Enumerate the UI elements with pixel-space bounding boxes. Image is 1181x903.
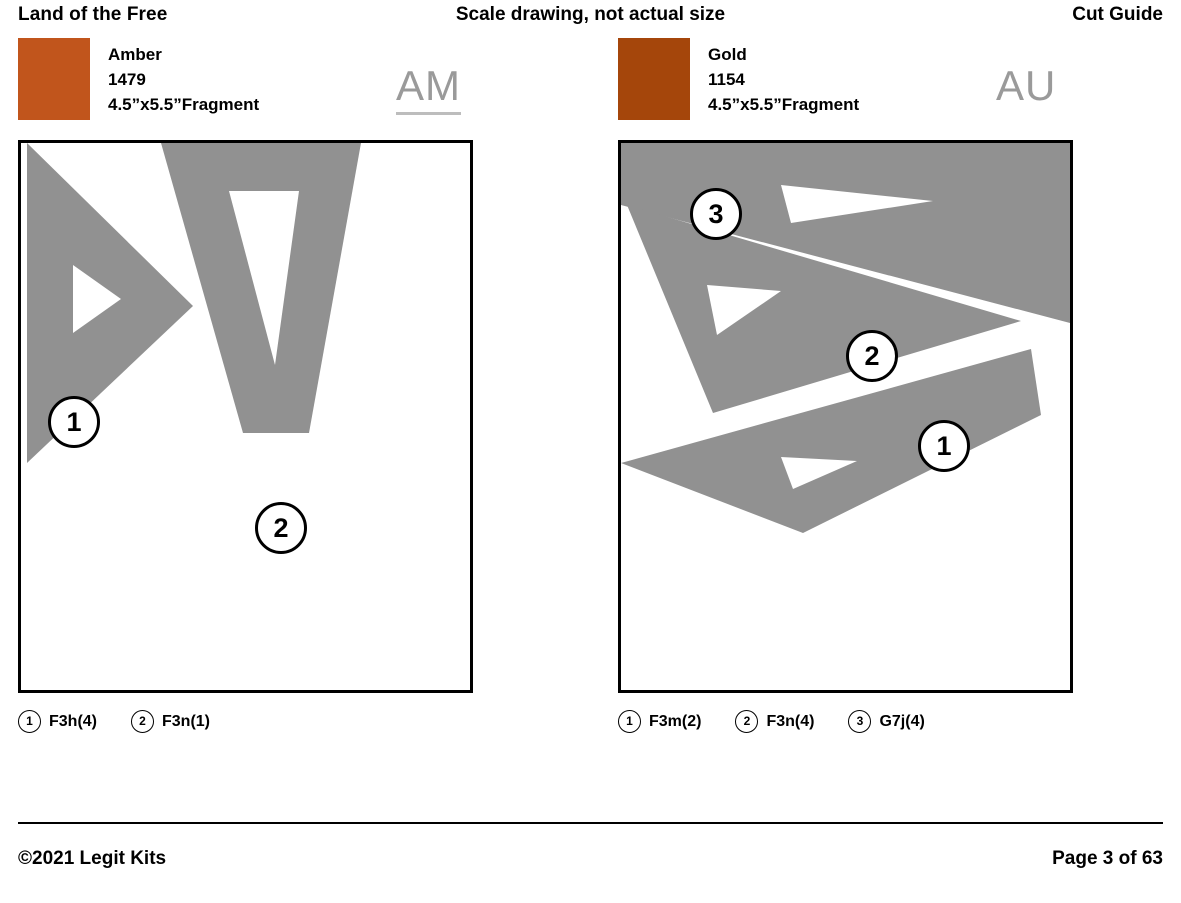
- legend-item: [735, 710, 814, 733]
- legend-item: [131, 710, 210, 733]
- fragment-size-am: 4.5”x5.5”Fragment: [108, 95, 260, 114]
- callout-1-am: 1: [48, 396, 100, 448]
- block-code-au: AU: [996, 62, 1057, 109]
- cut-shapes-svg-au: [621, 143, 1070, 690]
- page-number: Page 3 of 63: [1052, 848, 1163, 869]
- legend-label: F3h(4): [49, 712, 97, 730]
- legend-number: 3: [848, 710, 871, 733]
- color-name-am: Amber: [108, 45, 162, 64]
- legend-number: 2: [131, 710, 154, 733]
- page-header: [0, 4, 1181, 34]
- fabric-meta-am: [108, 42, 259, 117]
- legend-item: [618, 710, 701, 733]
- pattern-title: Land of the Free: [18, 4, 168, 25]
- legend-label: F3n(1): [162, 712, 210, 730]
- legend-number: 1: [18, 710, 41, 733]
- scale-notice: Scale drawing, not actual size: [455, 4, 726, 25]
- cut-diagram-au: [618, 140, 1073, 693]
- callout-1-au: 1: [918, 420, 970, 472]
- legend-label: F3m(2): [649, 712, 702, 730]
- footer-divider: [18, 822, 1163, 824]
- callout-2-am: 2: [255, 502, 307, 554]
- legend-item: [848, 710, 924, 733]
- block-code-am: AM: [396, 62, 461, 115]
- callout-2-au: 2: [846, 330, 898, 382]
- legend-item: [18, 710, 97, 733]
- legend-label: G7j(4): [879, 712, 925, 730]
- color-swatch-am: [18, 38, 90, 120]
- callout-3-au: 3: [690, 188, 742, 240]
- cut-guide-label: Cut Guide: [1072, 4, 1163, 25]
- color-number-am: 1479: [108, 70, 146, 89]
- legend-label: F3n(4): [766, 712, 815, 730]
- color-swatch-au: [618, 38, 690, 120]
- fragment-size-au: 4.5”x5.5”Fragment: [708, 95, 860, 114]
- color-name-au: Gold: [708, 45, 747, 64]
- legend-au: [618, 710, 925, 733]
- legend-number: 2: [735, 710, 758, 733]
- legend-number: 1: [618, 710, 641, 733]
- color-number-au: 1154: [708, 70, 745, 89]
- legend-am: [18, 710, 210, 733]
- fabric-meta-au: [708, 42, 859, 117]
- copyright-text: ©2021 Legit Kits: [18, 848, 167, 869]
